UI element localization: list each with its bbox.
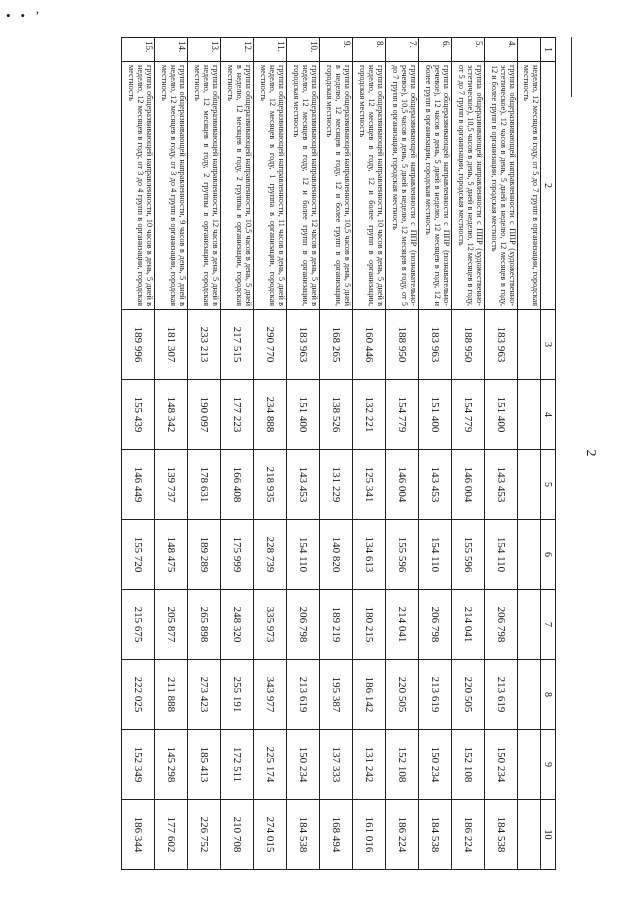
value-cell: 195 387: [320, 659, 353, 729]
value-cell: 233 213: [188, 309, 221, 379]
value-cell: 137 333: [320, 729, 353, 799]
value-cell: 234 888: [254, 379, 287, 449]
row-number-cell: 13.: [188, 37, 221, 61]
row-number-cell: 9.: [320, 37, 353, 61]
row-description: неделю, 12 месяцев в году, от 5 до 7 групп в организации, городская местность: [518, 61, 541, 309]
value-cell: 189 289: [188, 519, 221, 589]
value-cell: 214 041: [452, 589, 485, 659]
table-row: [155, 37, 188, 869]
column-number-3: 3: [541, 309, 556, 379]
cost-table: [121, 37, 556, 870]
value-cell: 140 820: [320, 519, 353, 589]
value-cell: 172 511: [221, 729, 254, 799]
table-row: [188, 37, 221, 869]
value-cell: 155 596: [452, 519, 485, 589]
value-cell: 177 602: [155, 799, 188, 869]
value-cell: 222 025: [122, 659, 155, 729]
row-description: группа общеразвивающей направленности, 10,5 часов в день, 5 дней в неделю, 12 месяцев в году, 2 группы в организации, городская местность: [221, 61, 254, 309]
value-cell: 213 619: [287, 659, 320, 729]
value-cell: 150 234: [485, 729, 518, 799]
value-cell: 186 344: [122, 799, 155, 869]
value-cell: 255 191: [221, 659, 254, 729]
value-cell: 186 142: [353, 659, 386, 729]
row-number-cell: 5.: [452, 37, 485, 61]
value-cell: 175 999: [221, 519, 254, 589]
column-number-row: [541, 37, 556, 869]
value-cell: 186 224: [452, 799, 485, 869]
value-cell: 335 973: [254, 589, 287, 659]
value-cell: 183 963: [485, 309, 518, 379]
row-number-cell: 6.: [419, 37, 452, 61]
value-cell: 148 475: [155, 519, 188, 589]
column-number-10: 10: [541, 799, 556, 869]
value-cell: 152 108: [452, 729, 485, 799]
header-rule: [571, 37, 572, 97]
row-number-cell: 8.: [353, 37, 386, 61]
value-cell: 146 004: [452, 449, 485, 519]
column-number-4: 4: [541, 379, 556, 449]
continuation-row: [518, 37, 541, 869]
value-cell: 154 779: [386, 379, 419, 449]
value-cell: 290 770: [254, 309, 287, 379]
page-number: 2: [583, 449, 598, 456]
row-description: группа общеразвивающей направленности, 12 часов в день, 5 дней в неделю, 12 месяцев в году, 2 группы в организации, городская местность: [188, 61, 221, 309]
value-cell: 189 219: [320, 589, 353, 659]
value-cell: 206 798: [485, 589, 518, 659]
value-cell: 184 538: [485, 799, 518, 869]
value-cell: 177 223: [221, 379, 254, 449]
value-cell: 189 996: [122, 309, 155, 379]
value-cell: 184 538: [287, 799, 320, 869]
value-cell: 139 737: [155, 449, 188, 519]
value-cell: 151 400: [485, 379, 518, 449]
table-row: [254, 37, 287, 869]
value-cell: 151 400: [419, 379, 452, 449]
value-cell: 178 631: [188, 449, 221, 519]
row-description: группа общеразвивающей направленности с ППР (художественно-эстетическое), 12 часов в день, 5 дней в неделю, 12 месяцев в году, 12 и более групп в организации, городская местность: [485, 61, 518, 309]
value-cell: 211 888: [155, 659, 188, 729]
value-cell: 220 505: [386, 659, 419, 729]
value-cell: 154 110: [485, 519, 518, 589]
row-number-cell: 15.: [122, 37, 155, 61]
value-cell: 134 613: [353, 519, 386, 589]
row-description: группа общеразвивающей направленности, 12 часов в день, 5 дней в неделю, 12 месяцев в году, 12 и более групп в организации, городская местность: [287, 61, 320, 309]
row-number-cell: 10.: [287, 37, 320, 61]
table-row: [353, 37, 386, 869]
value-cell: 225 174: [254, 729, 287, 799]
table-body: [122, 37, 541, 869]
value-cell: 155 720: [122, 519, 155, 589]
row-description: группа общеразвивающей направленности, 11 часов в день, 5 дней в неделю, 12 месяцев в году, 1 группа в организации, городская местность: [254, 61, 287, 309]
row-description: группа общеразвивающей направленности с ППР (познавательно-речевое), 10,5 часов в день, 5 дней в неделю, 12 месяцев в году, от 5 до 7 групп в организации, городская местность: [386, 61, 419, 309]
value-cell: 183 963: [419, 309, 452, 379]
value-cell: 190 097: [188, 379, 221, 449]
value-cell: 220 505: [452, 659, 485, 729]
row-description: группа общеразвивающей направленности, 9 часов в день, 5 дней в неделю, 12 месяцев в году, от 3 до 4 групп в организации, городская местность: [155, 61, 188, 309]
column-number-1: 1: [541, 37, 556, 61]
value-cell: 205 877: [155, 589, 188, 659]
value-cell: 188 950: [386, 309, 419, 379]
row-number-cell: [518, 37, 541, 61]
row-number-cell: 12.: [221, 37, 254, 61]
row-description: группа общеразвивающей направленности, 10 часов в день, 5 дней в неделю, 12 месяцев в году, от 3 до 4 групп в организации, городская местность: [122, 61, 155, 309]
row-number-cell: 7.: [386, 37, 419, 61]
value-cell: 214 041: [386, 589, 419, 659]
value-cell: 155 596: [386, 519, 419, 589]
value-cell: 213 619: [485, 659, 518, 729]
value-cell: 226 752: [188, 799, 221, 869]
column-number-6: 6: [541, 519, 556, 589]
value-cell: 180 215: [353, 589, 386, 659]
value-cell: 228 739: [254, 519, 287, 589]
value-cell: 125 341: [353, 449, 386, 519]
value-cell: 150 234: [287, 729, 320, 799]
column-number-2: 2: [541, 61, 556, 309]
value-cell: 273 423: [188, 659, 221, 729]
value-cell: 218 935: [254, 449, 287, 519]
value-cell: 206 798: [287, 589, 320, 659]
value-cell: 274 015: [254, 799, 287, 869]
column-number-9: 9: [541, 729, 556, 799]
column-number-5: 5: [541, 449, 556, 519]
value-cell: 217 515: [221, 309, 254, 379]
value-cell: 143 453: [287, 449, 320, 519]
value-cell: 143 453: [485, 449, 518, 519]
value-cell: 155 439: [122, 379, 155, 449]
value-cell: 213 619: [419, 659, 452, 729]
value-cell: 161 016: [353, 799, 386, 869]
table-row: [320, 37, 353, 869]
value-cell: 210 708: [221, 799, 254, 869]
table-row: [452, 37, 485, 869]
value-cell: 186 224: [386, 799, 419, 869]
value-cell: 131 229: [320, 449, 353, 519]
rotated-page-content: [40, 23, 600, 883]
row-description: группа общеразвивающей направленности с ППР (художественно-эстетическое), 10,5 часов в день, 5 дней в неделю, 12 месяцев в году, от 5 до 7 групп в организации, городская местность: [452, 61, 485, 309]
value-cell: 206 798: [419, 589, 452, 659]
value-cell: 188 950: [452, 309, 485, 379]
table-row: [386, 37, 419, 869]
value-cell: 143 453: [419, 449, 452, 519]
value-cell: 168 494: [320, 799, 353, 869]
value-cell: 131 242: [353, 729, 386, 799]
value-cell: 343 977: [254, 659, 287, 729]
value-cell: 154 779: [452, 379, 485, 449]
value-cell: 146 004: [386, 449, 419, 519]
value-cell: 138 526: [320, 379, 353, 449]
table-row: [485, 37, 518, 869]
value-cell: 145 298: [155, 729, 188, 799]
value-cell: 150 234: [419, 729, 452, 799]
table-row: [419, 37, 452, 869]
value-cell: 152 349: [122, 729, 155, 799]
value-cell: 265 898: [188, 589, 221, 659]
scan-marks: ••’: [6, 8, 50, 23]
value-cell: 248 320: [221, 589, 254, 659]
value-cell: 154 110: [287, 519, 320, 589]
value-cell: 132 221: [353, 379, 386, 449]
value-cell: 168 265: [320, 309, 353, 379]
value-cell: 154 110: [419, 519, 452, 589]
row-description: группа общеразвивающей направленности, 10 часов в день, 5 дней в неделю, 12 месяцев в году, 12 и более групп в организации, городская местность: [353, 61, 386, 309]
value-cell: 160 446: [353, 309, 386, 379]
row-number-cell: 14.: [155, 37, 188, 61]
table-row: [221, 37, 254, 869]
row-number-cell: 4.: [485, 37, 518, 61]
row-description: группа общеразвивающей направленности с ППР (познавательно-речевое), 12 часов в день, 5 дней в неделю, 12 месяцев в году, 12 и более групп в организации, городская местность: [419, 61, 452, 309]
value-cell: 151 400: [287, 379, 320, 449]
value-cell: 185 413: [188, 729, 221, 799]
row-description: группа общеразвивающей направленности, 10,5 часов в день, 5 дней в неделю, 12 месяцев в году, 12 и более групп в организации, городская местность: [320, 61, 353, 309]
value-cell: 152 108: [386, 729, 419, 799]
value-cell: 184 538: [419, 799, 452, 869]
column-number-8: 8: [541, 659, 556, 729]
value-cell: 146 449: [122, 449, 155, 519]
value-cell: 166 408: [221, 449, 254, 519]
column-number-7: 7: [541, 589, 556, 659]
table-row: [287, 37, 320, 869]
value-cell: 148 342: [155, 379, 188, 449]
table-row: [122, 37, 155, 869]
value-cell: 215 675: [122, 589, 155, 659]
value-cell: 181 307: [155, 309, 188, 379]
value-cell: 183 963: [287, 309, 320, 379]
row-number-cell: 11.: [254, 37, 287, 61]
